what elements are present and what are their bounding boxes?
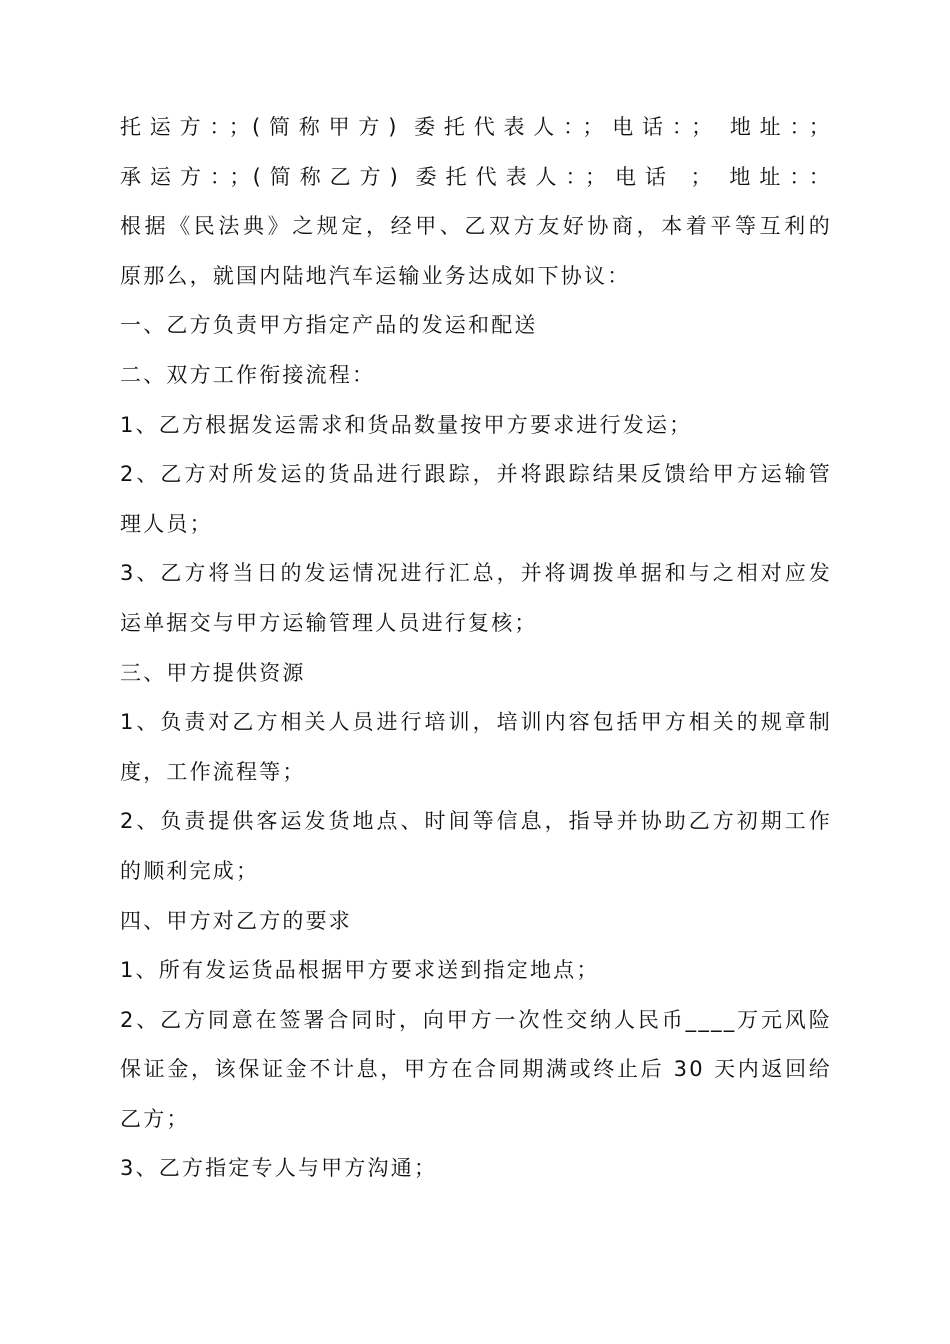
- text-line: 保证金，该保证金不计息，甲方在合同期满或终止后 30 天内返回给: [120, 1057, 832, 1082]
- text-line: 3、乙方指定专人与甲方沟通；: [120, 1156, 438, 1181]
- document-body: [120, 103, 832, 1194]
- text-line: 3、乙方将当日的发运情况进行汇总，并将调拨单据和与之相对应发: [120, 561, 832, 586]
- text-line: 原那么，就国内陆地汽车运输业务达成如下协议：: [120, 263, 631, 288]
- text-line: 2、乙方同意在签署合同时，向甲方一次性交纳人民币____万元风险: [120, 1007, 832, 1032]
- text-line: 运单据交与甲方运输管理人员进行复核；: [120, 610, 538, 635]
- text-line: 理人员；: [120, 511, 213, 536]
- text-line: 1、乙方根据发运需求和货品数量按甲方要求进行发运；: [120, 412, 693, 437]
- text-line: 二、双方工作衔接流程：: [120, 362, 376, 387]
- text-line: 1、所有发运货品根据甲方要求送到指定地点；: [120, 958, 600, 983]
- text-line: 乙方；: [120, 1106, 190, 1131]
- text-line: 的顺利完成；: [120, 858, 260, 883]
- text-line: 托运方：；(简称甲方) 委托代表人：；电话：； 地址：；: [120, 115, 832, 139]
- text-line: 四、甲方对乙方的要求: [120, 908, 352, 933]
- text-line: 三、甲方提供资源: [120, 660, 306, 685]
- text-line: 承运方：；(简称乙方) 委托代表人：；电话 ； 地址：：: [120, 164, 832, 189]
- text-line: 度，工作流程等；: [120, 759, 306, 784]
- text-line: 根据《民法典》之规定，经甲、乙双方友好协商，本着平等互利的: [120, 214, 832, 239]
- text-line: 一、乙方负责甲方指定产品的发运和配送: [120, 313, 538, 338]
- text-line: 2、乙方对所发运的货品进行跟踪，并将跟踪结果反馈给甲方运输管: [120, 462, 832, 487]
- text-line: 1、负责对乙方相关人员进行培训，培训内容包括甲方相关的规章制: [120, 710, 832, 735]
- text-line: 2、负责提供客运发货地点、时间等信息，指导并协助乙方初期工作: [120, 809, 832, 834]
